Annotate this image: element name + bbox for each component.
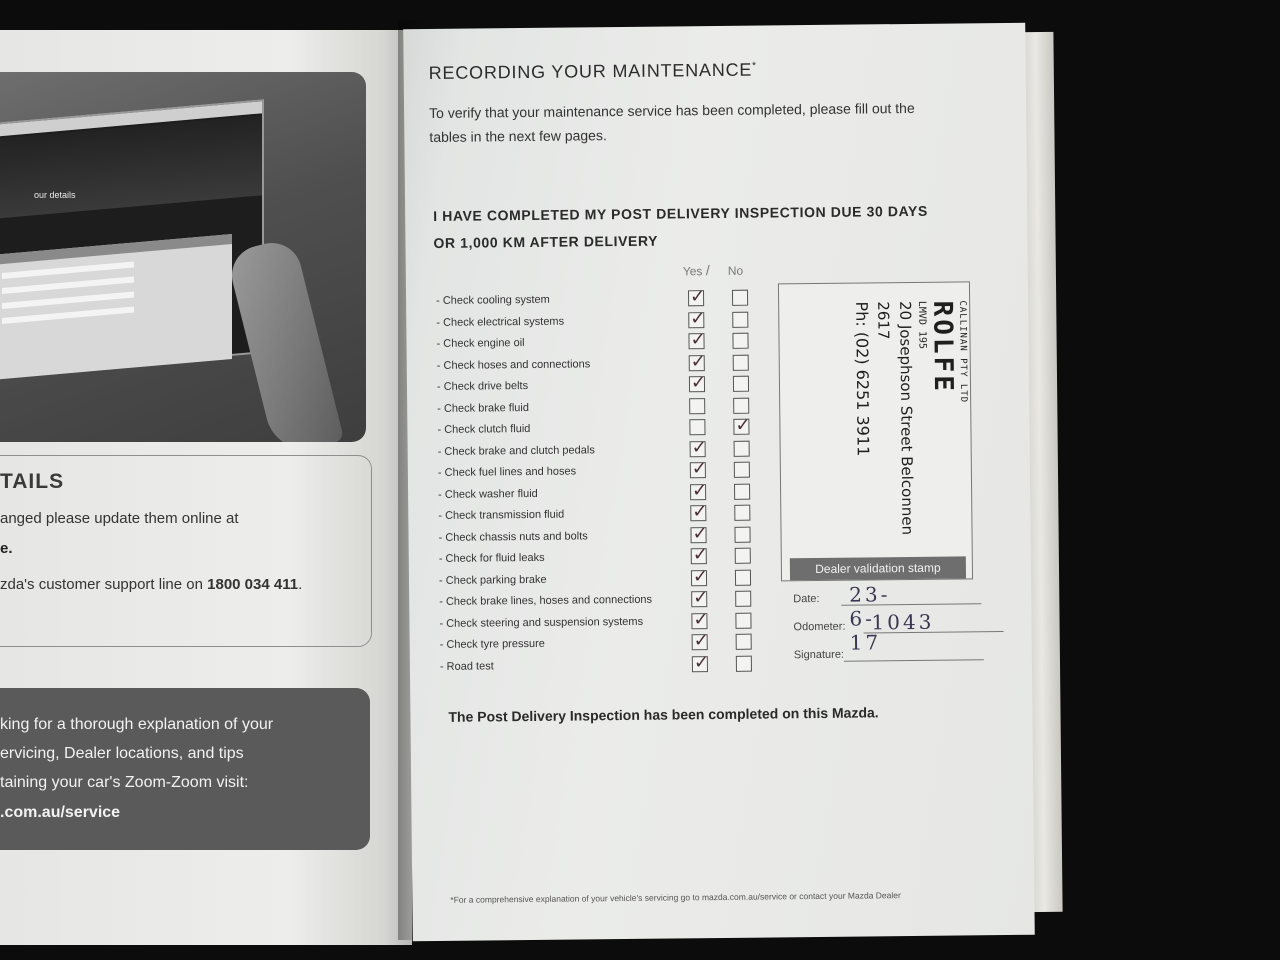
- column-divider: /: [705, 262, 710, 279]
- tick-mark-icon: ✓: [692, 522, 708, 544]
- tablet-photo: [0, 72, 366, 442]
- yes-checkbox[interactable]: [691, 608, 709, 630]
- yes-checkbox[interactable]: [688, 329, 706, 351]
- yes-checkbox[interactable]: [692, 651, 710, 673]
- yes-checkbox[interactable]: [691, 544, 708, 566]
- yes-checkbox[interactable]: [690, 522, 708, 544]
- tick-mark-icon: ✓: [690, 307, 706, 329]
- details-text-3: zda's customer support line on 1800 034 411.: [0, 576, 303, 593]
- no-checkbox[interactable]: [736, 634, 752, 650]
- right-page: [403, 23, 1035, 941]
- checklist-item-label: - Check fuel lines and hoses: [437, 465, 577, 479]
- details-text-1: anged please update them online at: [0, 510, 239, 527]
- odometer-label: Odometer:: [793, 620, 846, 634]
- checklist-item-label: - Check chassis nuts and bolts: [438, 529, 588, 544]
- screen-form: [0, 234, 232, 380]
- checklist-item-label: - Check tyre pressure: [439, 637, 545, 651]
- yes-checkbox[interactable]: [689, 350, 706, 372]
- yes-checkbox[interactable]: [690, 458, 708, 480]
- no-checkbox[interactable]: [732, 311, 748, 327]
- yes-column-header: Yes: [682, 264, 703, 279]
- inspection-checklist: [436, 286, 751, 680]
- no-checkbox[interactable]: [733, 397, 749, 413]
- yes-checkbox[interactable]: [689, 419, 705, 435]
- tick-mark-icon: ✓: [735, 414, 751, 436]
- completion-statement: The Post Delivery Inspection has been completed on this Mazda.: [448, 704, 879, 725]
- footnote: *For a comprehensive explanation of your vehicle's servicing go to mazda.com.au/service or contact your Mazda Dealer: [450, 890, 901, 905]
- screen-caption: our details: [34, 190, 76, 200]
- page-title: RECORDING YOUR MAINTENANCE*: [428, 59, 757, 84]
- checklist-item-label: - Check drive belts: [436, 379, 529, 393]
- no-checkbox[interactable]: [732, 290, 748, 306]
- no-checkbox[interactable]: [734, 505, 750, 521]
- checklist-item-label: - Road test: [439, 659, 494, 673]
- yes-checkbox[interactable]: [688, 286, 706, 308]
- checklist-item-label: - Check hoses and connections: [436, 357, 591, 372]
- service-text-1: king for a thorough explanation of your: [0, 716, 274, 733]
- no-checkbox[interactable]: [735, 612, 751, 628]
- no-checkbox[interactable]: [734, 462, 750, 478]
- no-checkbox[interactable]: [734, 440, 750, 456]
- dealer-stamp: CALLINAN PTY LTD ROLFE LMVD 195 20 Josephson Street Belconnen 2617 Ph: (02) 6251 3911: [852, 300, 969, 536]
- inspection-heading: I HAVE COMPLETED MY POST DELIVERY INSPECTION DUE 30 DAYS OR 1,000 KM AFTER DELIVERY: [433, 202, 928, 251]
- stamp-caption: Dealer validation stamp: [790, 556, 966, 580]
- checklist-item-label: - Check engine oil: [436, 337, 525, 350]
- support-phone: 1800 034 411: [207, 576, 299, 593]
- checklist-item-label: - Check washer fluid: [438, 487, 538, 501]
- signature-label: Signature:: [793, 648, 845, 662]
- tablet-screen: [0, 99, 264, 379]
- dealer-stamp-box: [778, 281, 973, 581]
- left-page: [0, 30, 412, 945]
- yes-checkbox[interactable]: [691, 565, 709, 587]
- no-checkbox[interactable]: [732, 333, 748, 349]
- checklist-item-label: - Check electrical systems: [436, 315, 565, 329]
- yes-checkbox[interactable]: [689, 372, 707, 394]
- checklist-item-label: - Check brake lines, hoses and connections: [439, 593, 653, 608]
- checklist-item-label: - Check clutch fluid: [437, 422, 531, 436]
- checklist-item-label: - Check cooling system: [436, 293, 550, 307]
- tick-mark-icon: ✓: [690, 372, 707, 394]
- yes-checkbox[interactable]: [688, 307, 706, 329]
- signature-field[interactable]: [794, 649, 844, 662]
- no-checkbox[interactable]: [734, 483, 750, 499]
- date-label: Date:: [793, 592, 820, 606]
- tick-mark-icon: ✓: [691, 458, 708, 480]
- yes-checkbox[interactable]: [690, 501, 708, 523]
- no-checkbox[interactable]: [735, 569, 751, 585]
- service-text-3: taining your car's Zoom-Zoom visit:: [0, 774, 249, 791]
- tick-mark-icon: ✓: [691, 436, 707, 458]
- tick-mark-icon: ✓: [693, 608, 709, 630]
- yes-checkbox[interactable]: [690, 479, 708, 501]
- tick-mark-icon: ✓: [692, 501, 708, 523]
- checklist-item-label: - Check transmission fluid: [438, 508, 565, 522]
- tick-mark-icon: ✓: [691, 479, 708, 501]
- no-checkbox[interactable]: [733, 376, 749, 392]
- intro-text: To verify that your maintenance service has been completed, please fill out the tables in the next few pages.: [429, 99, 915, 146]
- details-title: TAILS: [0, 470, 65, 493]
- tick-mark-icon: ✓: [693, 587, 709, 609]
- no-checkbox[interactable]: [734, 526, 750, 542]
- tick-mark-icon: ✓: [690, 350, 706, 372]
- odometer-value: 1043: [871, 609, 935, 635]
- checklist-item-label: - Check brake fluid: [437, 401, 529, 415]
- checklist-item-label: - Check for fluid leaks: [438, 551, 545, 565]
- tick-mark-icon: ✓: [690, 329, 706, 351]
- odometer-field[interactable]: [793, 609, 935, 635]
- no-checkbox[interactable]: [735, 591, 751, 607]
- no-checkbox[interactable]: [733, 354, 749, 370]
- yes-checkbox[interactable]: [690, 436, 707, 458]
- service-url: .com.au/service: [0, 804, 121, 821]
- yes-checkbox[interactable]: [689, 398, 705, 414]
- tick-mark-icon: ✓: [692, 565, 709, 587]
- no-column-header: No: [727, 263, 744, 278]
- tick-mark-icon: ✓: [689, 286, 706, 308]
- checklist-item-label: - Check brake and clutch pedals: [437, 443, 595, 458]
- checklist-item-label: - Check steering and suspension systems: [439, 615, 644, 630]
- tick-mark-icon: ✓: [692, 544, 708, 566]
- no-checkbox[interactable]: [735, 548, 751, 564]
- tick-mark-icon: ✓: [693, 651, 710, 673]
- yes-checkbox[interactable]: [691, 587, 709, 609]
- service-info-panel: [0, 688, 370, 850]
- service-text-2: ervicing, Dealer locations, and tips: [0, 745, 244, 762]
- no-checkbox[interactable]: [733, 414, 751, 436]
- no-checkbox[interactable]: [736, 655, 752, 671]
- yes-checkbox[interactable]: [692, 630, 709, 652]
- details-text-2: e.: [0, 540, 13, 557]
- date-value: 23-6-17: [849, 582, 891, 655]
- tick-mark-icon: ✓: [693, 630, 709, 652]
- checklist-item-label: - Check parking brake: [438, 573, 547, 587]
